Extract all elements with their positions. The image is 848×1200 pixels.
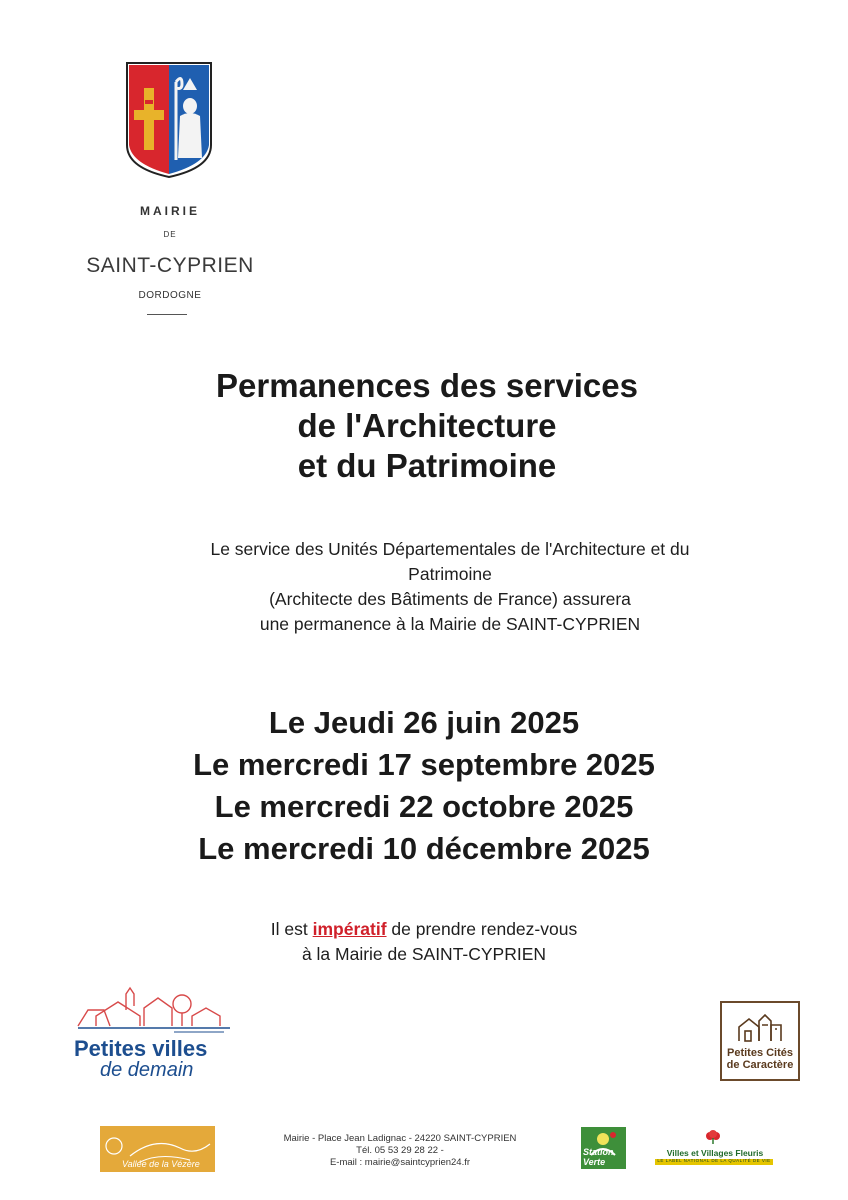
vallee-vezere-logo (100, 1126, 215, 1172)
village-outline-icon (735, 1011, 785, 1043)
letterhead-mairie: MAIRIE (140, 204, 200, 218)
letterhead-department: DORDOGNE (138, 290, 202, 301)
petites-villes-subtitle: de demain (100, 1059, 194, 1081)
letterhead-divider (147, 314, 187, 315)
letterhead-de: DE (163, 230, 177, 239)
villes-villages-fleuris-tagline: LE LABEL NATIONAL DE LA QUALITÉ DE VIE (657, 1158, 771, 1163)
appointment-notice (0, 917, 848, 967)
intro-paragraph (100, 537, 800, 637)
petites-cites-line2: de Caractère (726, 1059, 794, 1071)
intro-line: une permanence à la Mairie de SAINT-CYPRIEN (259, 614, 641, 634)
date-item: Le mercredi 22 octobre 2025 (214, 789, 634, 824)
station-verte-label: Station Verte (583, 1147, 614, 1167)
date-item: Le mercredi 10 décembre 2025 (198, 831, 650, 866)
date-item: Le Jeudi 26 juin 2025 (268, 705, 580, 740)
notice-line-2: à la Mairie de SAINT-CYPRIEN (301, 944, 547, 964)
petites-cites-line1: Petites Cités (726, 1047, 794, 1059)
flower-icon (704, 1130, 722, 1144)
petites-cites-logo (720, 1001, 800, 1081)
coat-of-arms-logo (124, 60, 214, 180)
petites-villes-title: Petites villes (74, 1036, 208, 1061)
vallee-vezere-label: Vallée de la Vézère (122, 1159, 200, 1169)
petites-villes-drawing-icon (74, 986, 234, 1036)
letterhead-town: SAINT-CYPRIEN (86, 254, 254, 277)
notice-emphasis: impératif (312, 919, 387, 939)
dates-list (0, 702, 848, 870)
title-line: Permanences des services (216, 367, 638, 404)
footer-phone: Tél. 05 53 29 28 22 - (356, 1145, 444, 1156)
intro-line: Le service des Unités Départementales de l'Architecture et du (210, 539, 690, 559)
page-title (0, 366, 848, 486)
title-line: et du Patrimoine (297, 447, 557, 484)
notice-line (0, 917, 848, 942)
notice-suffix: de prendre rendez-vous (386, 919, 578, 939)
intro-line: (Architecte des Bâtiments de France) assurera (269, 589, 631, 609)
intro-line: Patrimoine (408, 564, 492, 584)
footer-email: E-mail : mairie@saintcyprien24.fr (329, 1157, 471, 1168)
footer-address: Mairie - Place Jean Ladignac - 24220 SAINT-CYPRIEN (283, 1133, 517, 1144)
notice-prefix: Il est (270, 919, 313, 939)
title-line: de l'Architecture (297, 407, 557, 444)
date-item: Le mercredi 17 septembre 2025 (193, 747, 655, 782)
villes-villages-fleuris-title: Villes et Villages Fleuris (666, 1148, 764, 1158)
station-verte-logo (581, 1127, 626, 1169)
